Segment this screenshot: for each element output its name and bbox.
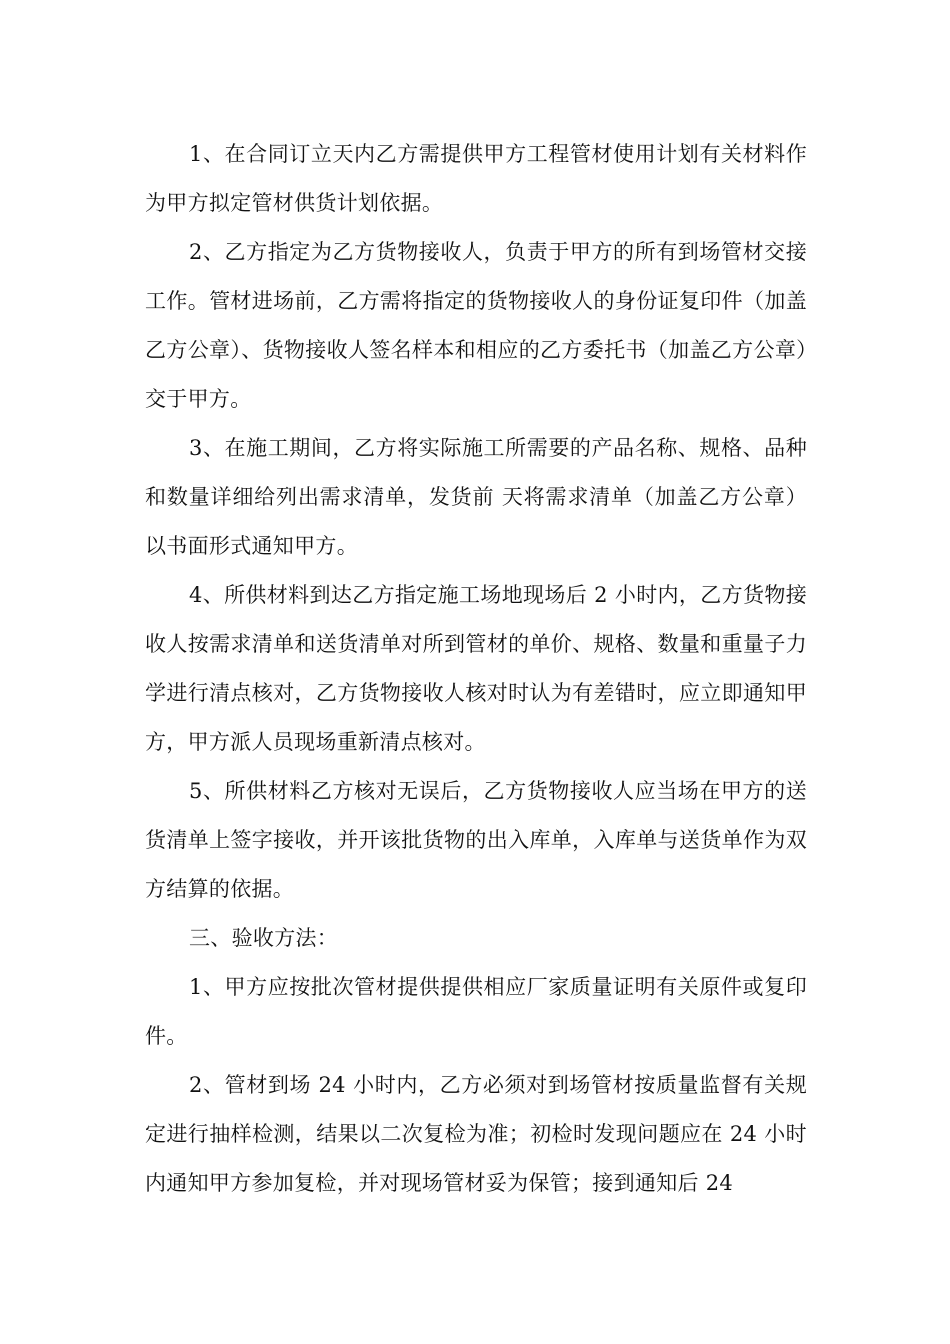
document-body <box>145 130 807 1208</box>
paragraph-acceptance-2: 2、管材到场 24 小时内，乙方必须对到场管材按质量监督有关规定进行抽样检测，结果以二次复检为准；初检时发现问题应在 24 小时内通知甲方参加复检，并对现场管材妥为保管；接到通知后 24 <box>145 1073 807 1195</box>
paragraph-item-3: 3、在施工期间，乙方将实际施工所需要的产品名称、规格、品种和数量详细给列出需求清单，发货前 天将需求清单（加盖乙方公章）以书面形式通知甲方。 <box>145 436 807 558</box>
paragraph-item-4: 4、所供材料到达乙方指定施工场地现场后 2 小时内，乙方货物接收人按需求清单和送货清单对所到管材的单价、规格、数量和重量子力学进行清点核对，乙方货物接收人核对时认为有差错时，应立即通知甲方，甲方派人员现场重新清点核对。 <box>145 583 807 754</box>
section-heading-acceptance: 三、验收方法： <box>189 926 339 950</box>
paragraph-item-1: 1、在合同订立天内乙方需提供甲方工程管材使用计划有关材料作为甲方拟定管材供货计划依据。 <box>145 142 807 215</box>
paragraph-acceptance-1: 1、甲方应按批次管材提供提供相应厂家质量证明有关原件或复印件。 <box>145 975 807 1048</box>
paragraph-item-2: 2、乙方指定为乙方货物接收人，负责于甲方的所有到场管材交接工作。管材进场前，乙方需将指定的货物接收人的身份证复印件（加盖乙方公章）、货物接收人签名样本和相应的乙方委托书（加盖乙方公章）交于甲方。 <box>145 240 807 411</box>
paragraph-item-5: 5、所供材料乙方核对无误后，乙方货物接收人应当场在甲方的送货清单上签字接收，并开该批货物的出入库单，入库单与送货单作为双方结算的依据。 <box>145 779 807 901</box>
